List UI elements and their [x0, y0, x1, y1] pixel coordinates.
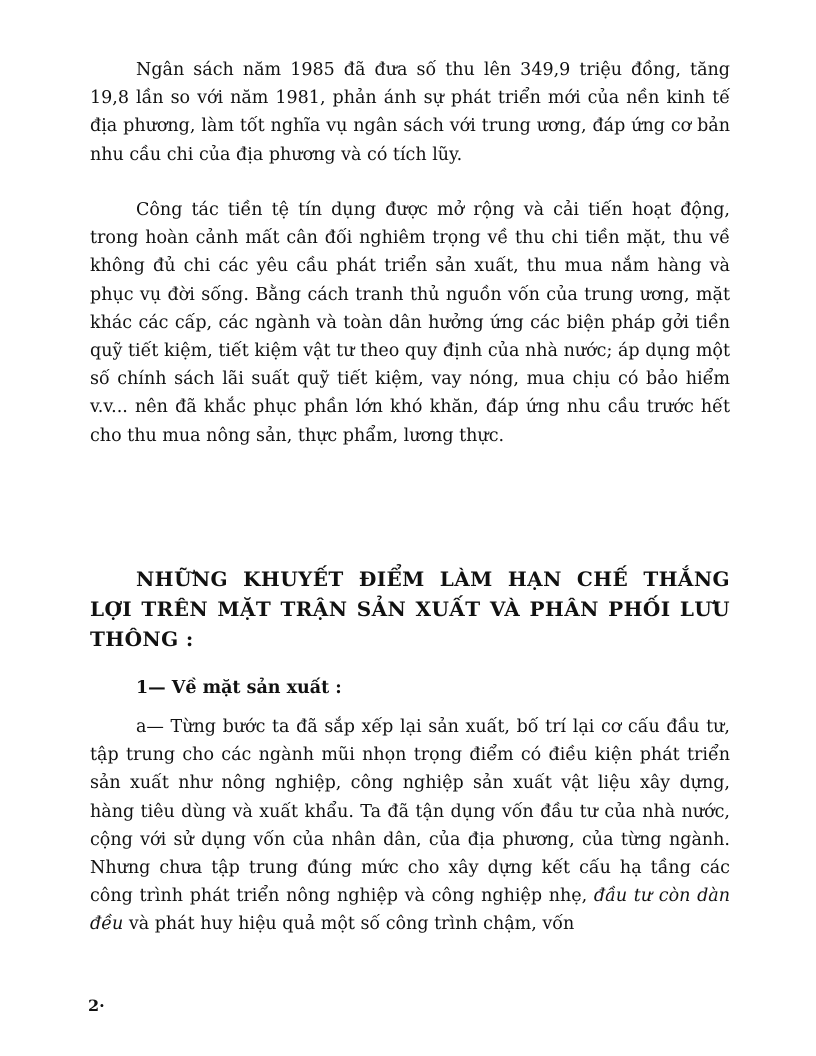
paragraph-production-text [90, 713, 730, 939]
paragraph-production-main: a— Từng bước ta đã sắp xếp lại sản xuất, bố trí lại cơ cấu đầu tư, tập trung cho các ngành mũi nhọn trọng điểm có điều kiện phát triển sản xuất như nông nghiệp, công nghiệp sản xuất vật liệu xây dựng, hàng tiêu dùng và xuất khẩu. Ta đã tận dụng vốn đầu tư của nhà nước, cộng với sử dụng vốn của nhân dân, của địa phương, của từng ngành. Nhưng chưa tập trung đúng mức cho xây dựng kết cấu hạ tầng các công trình phát triển nông nghiệp và công nghiệp nhẹ, [90, 717, 730, 907]
paragraph-production-emphasis: đầu tư còn dàn đều [90, 886, 730, 935]
section-heading: NHỮNG KHUYẾT ĐIỂM LÀM HẠN CHẾ THẮNG LỢI TRÊN MẶT TRẬN SẢN XUẤT VÀ PHÂN PHỐI LƯU THÔNG : [90, 567, 730, 651]
paragraph-credit-text: Công tác tiền tệ tín dụng được mở rộng và cải tiến hoạt động, trong hoàn cảnh mất cân đối nghiêm trọng về thu chi tiền mặt, thu về không đủ chi các yêu cầu phát triển sản xuất, thu mua nắm hàng và phục vụ đời sống. Bằng cách tranh thủ nguồn vốn của trung ương, mặt khác các cấp, các ngành và toàn dân hưởng ứng các biện pháp gởi tiền quỹ tiết kiệm, tiết kiệm vật tư theo quy định của nhà nước; áp dụng một số chính sách lãi suất quỹ tiết kiệm, vay nóng, mua chịu có bảo hiểm v.v... nên đã khắc phục phần lớn khó khăn, đáp ứng nhu cầu trước hết cho thu mua nông sản, thực phẩm, lương thực. [90, 200, 730, 446]
paragraph-production [90, 713, 730, 939]
paragraph-budget-text: Ngân sách năm 1985 đã đưa số thu lên 349,9 triệu đồng, tăng 19,8 lần so với năm 1981, phản ánh sự phát triển mới của nền kinh tế địa phương, làm tốt nghĩa vụ ngân sách với trung ương, đáp ứng cơ bản nhu cầu chi của địa phương và có tích lũy. [90, 60, 730, 165]
paragraph-credit [90, 196, 730, 450]
paragraph-production-tail: và phát huy hiệu quả một số công trình chậm, vốn [128, 914, 575, 935]
paragraph-budget [90, 56, 730, 169]
subsection-heading: 1— Về mặt sản xuất : [136, 678, 342, 698]
page-number: 2· [88, 996, 105, 1015]
